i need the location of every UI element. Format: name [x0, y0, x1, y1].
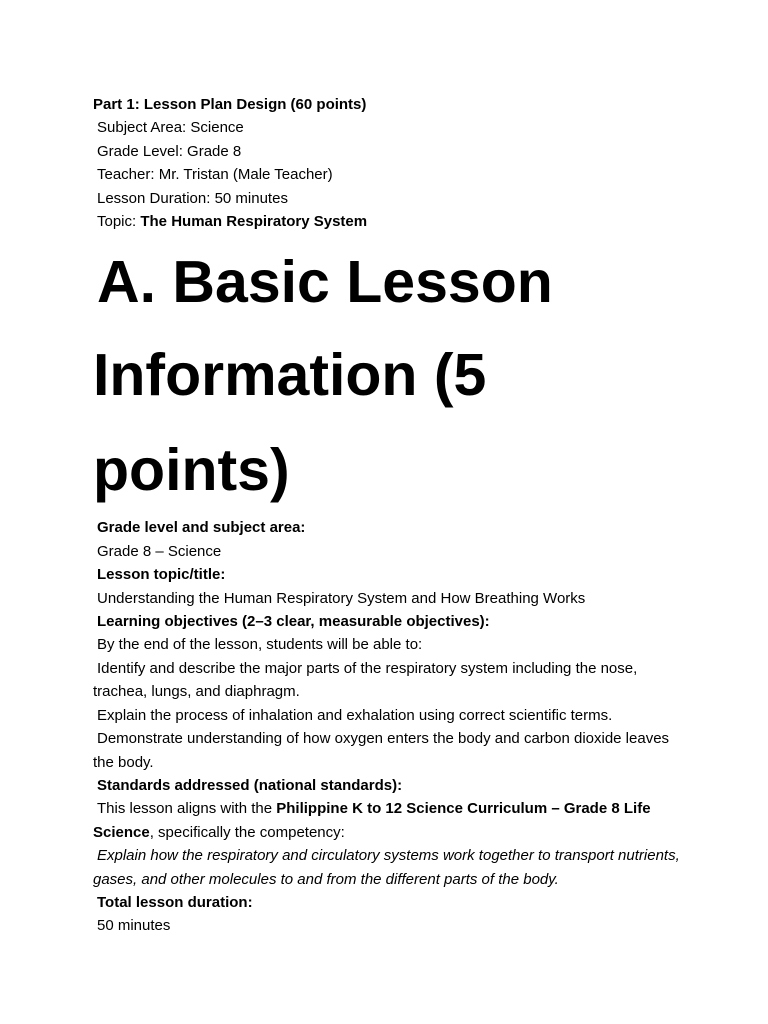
lesson-duration: Lesson Duration: 50 minutes	[97, 189, 288, 207]
standards-prefix: This lesson aligns with the	[97, 800, 277, 818]
competency	[93, 844, 693, 891]
section-heading-line-3: points)	[93, 437, 290, 504]
grade-level: Grade Level: Grade 8	[97, 142, 242, 160]
topic-prefix: Topic:	[97, 213, 141, 231]
topic-line	[93, 210, 693, 233]
standards-suffix: , specifically the competency:	[149, 823, 345, 841]
part-title: Part 1: Lesson Plan Design (60 points)	[93, 96, 367, 113]
duration-label: Total lesson duration:	[97, 893, 253, 911]
topic-title: Understanding the Human Respiratory System and How Breathing Works	[97, 589, 586, 607]
topic-value: The Human Respiratory System	[140, 213, 368, 231]
standards-bold: Philippine K to 12 Science Curriculum – Grade 8 Life Science	[93, 800, 655, 841]
teacher: Teacher: Mr. Tristan (Male Teacher)	[97, 166, 333, 184]
section-heading-line-2: Information (5	[93, 342, 487, 409]
objective-3	[93, 727, 693, 774]
duration-value: 50 minutes	[97, 917, 171, 935]
objectives-intro: By the end of the lesson, students will be able to:	[97, 636, 423, 654]
standards-text	[93, 797, 693, 844]
section-heading-line-1: A. Basic Lesson	[97, 249, 553, 316]
standards-label: Standards addressed (national standards):	[97, 776, 403, 794]
objectives-label: Learning objectives (2–3 clear, measurable objectives):	[97, 613, 490, 631]
section-heading	[93, 236, 693, 517]
document-page	[93, 93, 693, 938]
objective-3-text: Demonstrate understanding of how oxygen enters the body and carbon dioxide leaves the body.	[93, 730, 674, 771]
grade-value: Grade 8 – Science	[97, 542, 222, 560]
grade-label: Grade level and subject area:	[97, 519, 306, 537]
objective-2: Explain the process of inhalation and exhalation using correct scientific terms.	[97, 706, 613, 724]
objective-1-text: Identify and describe the major parts of the respiratory system including the nose, trachea, lungs, and diaphragm.	[93, 659, 642, 701]
competency-text: Explain how the respiratory and circulatory systems work together to transport nutrients, gases, and other molecules to and from the different parts of the body.	[93, 847, 684, 888]
objective-1	[93, 657, 693, 704]
subject-area: Subject Area: Science	[97, 119, 244, 137]
topic-label: Lesson topic/title:	[97, 566, 226, 584]
